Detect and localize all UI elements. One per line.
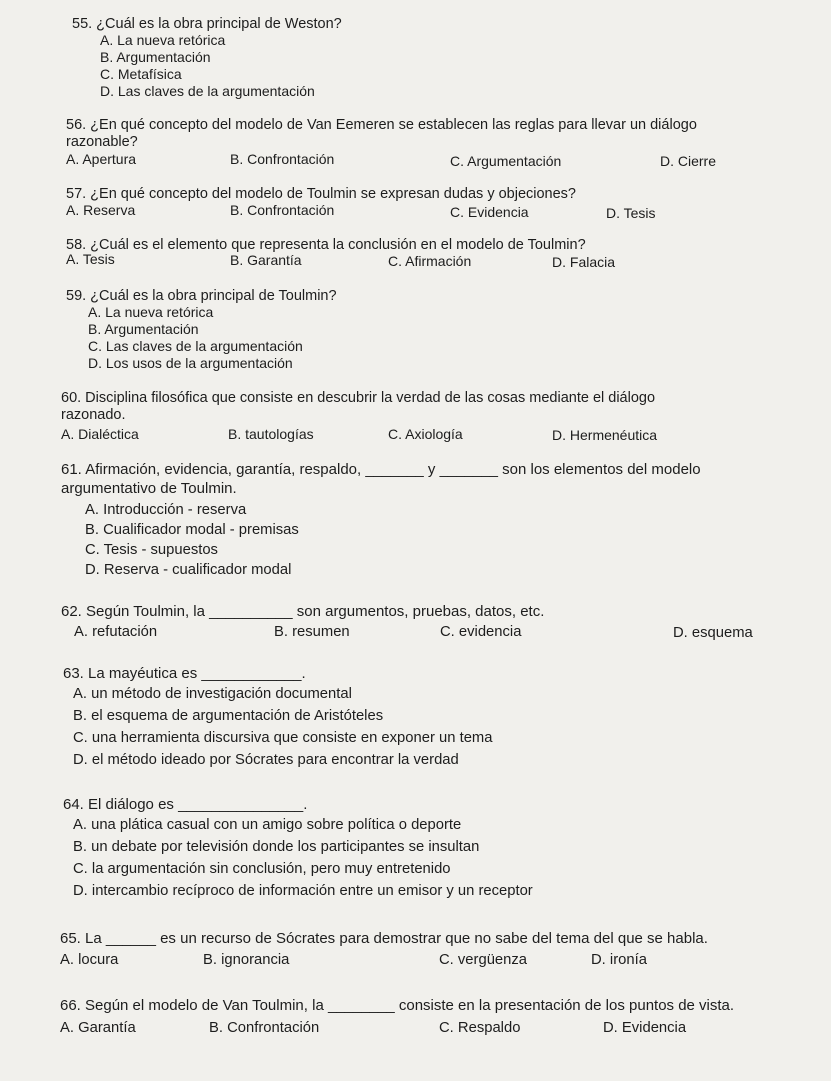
question-59: [66, 288, 766, 371]
question-stem: 57. ¿En qué concepto del modelo de Toulmin se expresan dudas y objeciones?: [66, 186, 576, 202]
option-a: A. Garantía: [60, 1020, 136, 1036]
option-b: B. Confrontación: [230, 202, 335, 218]
option-d: D. Los usos de la argumentación: [88, 355, 293, 371]
option-c: C. Evidencia: [450, 204, 529, 220]
option-c: C. vergüenza: [439, 952, 528, 968]
question-stem: 66. Según el modelo de Van Toulmin, la ________ consiste en la presentación de los puntos de vista.: [60, 997, 735, 1014]
option-b: B. Cualificador modal - premisas: [85, 522, 299, 538]
option-d: D. esquema: [673, 625, 753, 641]
option-d: D. ironía: [591, 952, 647, 968]
question-63: [63, 665, 763, 768]
question-stem: 65. La ______ es un recurso de Sócrates para demostrar que no sabe del tema del que se habla.: [60, 930, 708, 947]
option-d: D. Reserva - cualificador modal: [85, 562, 292, 578]
option-a: A. Reserva: [66, 202, 136, 218]
question-55: [72, 16, 772, 99]
question-60: [61, 390, 701, 443]
option-a: A. locura: [60, 952, 119, 968]
option-b: B. tautologías: [228, 426, 314, 442]
question-62: [61, 603, 781, 641]
option-a: A. un método de investigación documental: [73, 686, 352, 702]
question-stem: 58. ¿Cuál es el elemento que representa la conclusión en el modelo de Toulmin?: [66, 237, 586, 253]
option-d: D. intercambio recíproco de información entre un emisor y un receptor: [73, 883, 533, 899]
option-a: A. La nueva retórica: [88, 304, 214, 320]
option-c: C. la argumentación sin conclusión, pero muy entretenido: [73, 861, 451, 877]
option-b: B. el esquema de argumentación de Aristóteles: [73, 708, 384, 724]
option-d: D. el método ideado por Sócrates para encontrar la verdad: [73, 752, 459, 768]
option-b: B. Confrontación: [209, 1020, 320, 1036]
option-d: D. Tesis: [606, 205, 656, 221]
option-b: B. Argumentación: [88, 321, 199, 337]
option-c: C. Respaldo: [439, 1020, 521, 1036]
option-c: C. Tesis - supuestos: [85, 542, 218, 558]
option-d: D. Falacia: [552, 254, 616, 270]
option-c: C. Las claves de la argumentación: [88, 338, 303, 354]
question-64: [63, 796, 763, 899]
question-stem: 61. Afirmación, evidencia, garantía, respaldo, _______ y _______ son los elementos del modelo argumentativo de Toulmin.: [61, 461, 701, 497]
option-c: C. una herramienta discursiva que consiste en exponer un tema: [73, 730, 493, 746]
option-a: A. Introducción - reserva: [85, 502, 247, 518]
question-56: [66, 117, 746, 169]
question-stem: 64. El diálogo es _______________.: [63, 796, 308, 813]
question-stem: 56. ¿En qué concepto del modelo de Van Eemeren se establecen las reglas para llevar un diálogo razonable?: [66, 117, 697, 150]
option-b: B. un debate por televisión donde los participantes se insultan: [73, 839, 480, 855]
option-a: A. La nueva retórica: [100, 32, 226, 48]
option-c: C. Axiología: [388, 426, 463, 442]
option-c: C. Metafísica: [100, 66, 182, 82]
option-d: D. Hermenéutica: [552, 427, 658, 443]
question-stem: 55. ¿Cuál es la obra principal de Weston?: [72, 16, 342, 32]
question-65: [60, 930, 800, 968]
option-b: B. Argumentación: [100, 49, 211, 65]
option-d: D. Evidencia: [603, 1020, 687, 1036]
option-a: A. una plática casual con un amigo sobre política o deporte: [73, 817, 462, 833]
question-stem: 59. ¿Cuál es la obra principal de Toulmin?: [66, 288, 337, 304]
option-c: C. Afirmación: [388, 253, 472, 269]
option-a: A. Tesis: [66, 251, 115, 267]
question-stem: 63. La mayéutica es ____________.: [63, 665, 306, 682]
question-61: [61, 460, 751, 578]
option-a: A. Apertura: [66, 151, 137, 167]
question-stem: 60. Disciplina filosófica que consiste en descubrir la verdad de las cosas mediante el diálogo razonado.: [61, 390, 656, 423]
option-b: B. ignorancia: [203, 952, 290, 968]
question-stem: 62. Según Toulmin, la __________ son argumentos, pruebas, datos, etc.: [61, 603, 545, 620]
option-a: A. Dialéctica: [61, 426, 139, 442]
question-66: [60, 997, 820, 1036]
option-a: A. refutación: [74, 624, 158, 640]
option-b: B. Confrontación: [230, 151, 335, 167]
option-b: B. Garantía: [230, 252, 302, 268]
option-b: B. resumen: [274, 624, 350, 640]
option-c: C. evidencia: [440, 624, 522, 640]
question-58: [66, 237, 766, 270]
option-c: C. Argumentación: [450, 153, 562, 169]
option-d: D. Las claves de la argumentación: [100, 83, 315, 99]
question-57: [66, 186, 766, 221]
option-d: D. Cierre: [660, 153, 717, 169]
